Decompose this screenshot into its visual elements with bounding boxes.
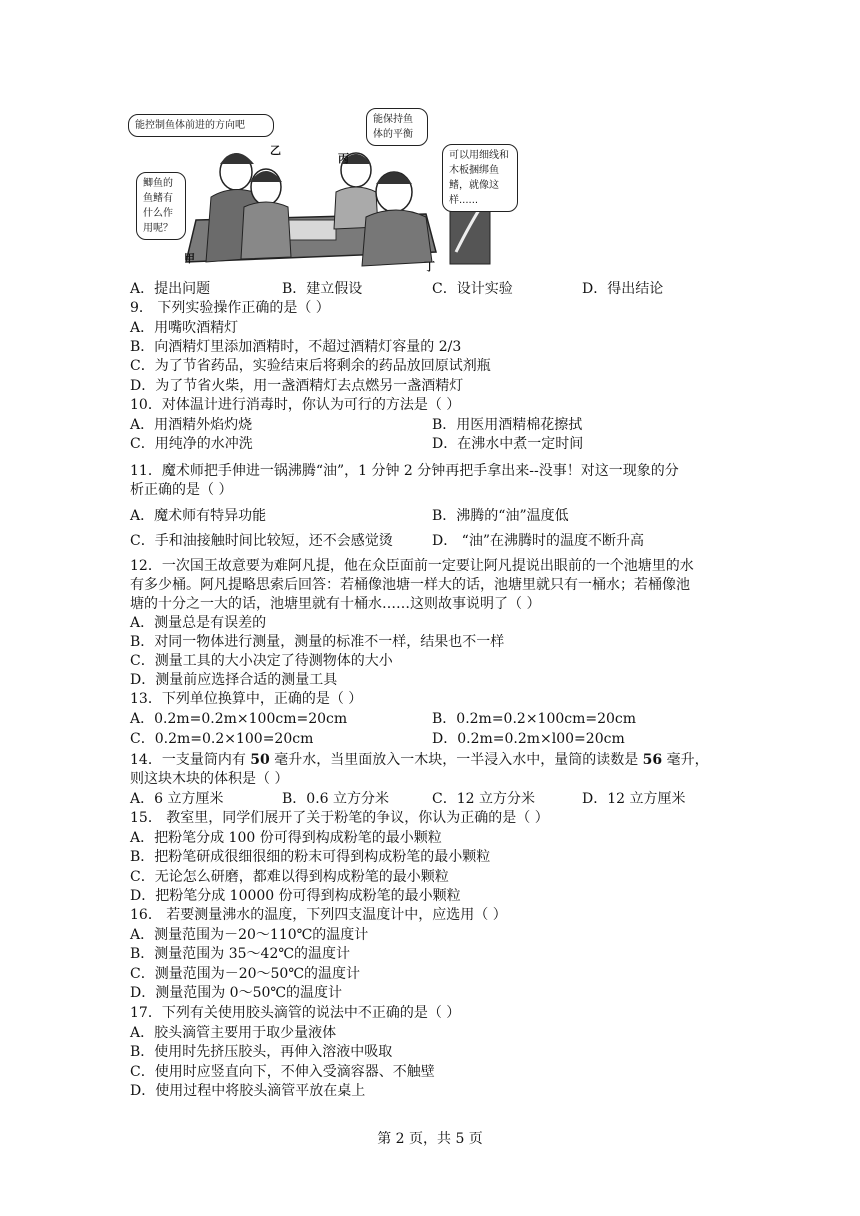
- q12-stem-line2: 有多少桶。阿凡提略思索后回答：若桶像池塘一样大的话，池塘里就只有一桶水；若桶像池: [130, 577, 690, 593]
- q8-option-c: C．设计实验: [432, 281, 513, 297]
- q12-option-a: A．测量总是有误差的: [130, 615, 267, 631]
- q16-option-d: D．测量范围为 0～50℃的温度计: [130, 985, 343, 1001]
- q15-option-b: B．把粉笔研成很细很细的粉末可得到构成粉笔的最小颗粒: [130, 849, 491, 865]
- q14-stem-line1: [130, 751, 709, 769]
- q12-stem-line1: 12．一次国王故意要为难阿凡提，他在众臣面前一定要让阿凡提说出眼前的一个池塘里的水: [130, 558, 694, 574]
- q10-option-a: A．用酒精外焰灼烧: [130, 417, 253, 433]
- q13-option-a: A．0.2m=0.2m×100cm=20cm: [130, 711, 348, 727]
- q10-option-d: D．在沸水中煮一定时间: [432, 436, 584, 452]
- q11-stem-line1: 11．魔术师把手伸进一锅沸腾“油”，1 分钟 2 分钟再把手拿出来--没事！对这一现象的分: [130, 463, 679, 479]
- q11-option-b: B．沸腾的“油”温度低: [432, 508, 569, 524]
- q11-option-c: C．手和油接触时间比较短，还不会感觉烫: [130, 533, 393, 549]
- q8-option-b: B．建立假设: [282, 281, 363, 297]
- q16-option-b: B．测量范围为 35～42℃的温度计: [130, 946, 351, 962]
- q11-option-d: D． “油”在沸腾时的温度不断升高: [432, 533, 644, 549]
- q17-stem: 17．下列有关使用胶头滴管的说法中不正确的是（ ）: [130, 1005, 461, 1021]
- q13-stem: 13．下列单位换算中，正确的是（ ）: [130, 691, 363, 707]
- q10-option-c: C．用纯净的水冲洗: [130, 436, 253, 452]
- q16-stem: 16． 若要测量沸水的温度，下列四支温度计中，应选用（ ）: [130, 907, 507, 923]
- q12-option-c: C．测量工具的大小决定了待测物体的大小: [130, 653, 393, 669]
- q15-option-c: C．无论怎么研磨，都难以得到构成粉笔的最小颗粒: [130, 869, 449, 885]
- q8-option-a: A．提出问题: [130, 281, 211, 297]
- q14-value-56: 56: [642, 752, 663, 768]
- q14-option-b: B．0.6 立方分米: [282, 791, 390, 807]
- q14-stem-text-a: 14．一支量筒内有: [130, 752, 251, 768]
- label-jia: 甲: [184, 252, 195, 265]
- bubble-bing-text: 能保持鱼体的平衡: [373, 114, 413, 140]
- q15-option-a: A．把粉笔分成 100 份可得到构成粉笔的最小颗粒: [130, 830, 442, 846]
- fish-fin-illustration: [126, 102, 526, 274]
- q11-stem-line2: 析正确的是（ ）: [130, 482, 233, 498]
- speech-bubble-ding: [442, 144, 518, 212]
- q16-option-a: A．测量范围为－20～110℃的温度计: [130, 927, 369, 943]
- q14-value-50: 50: [250, 752, 270, 768]
- q14-option-d: D．12 立方厘米: [582, 791, 686, 807]
- q9-option-d: D．为了节省火柴，用一盏酒精灯去点燃另一盏酒精灯: [130, 378, 464, 394]
- q14-stem-text-e: 毫升，: [662, 752, 709, 768]
- page-number-footer: 第 2 页，共 5 页: [377, 1131, 483, 1147]
- q12-stem-line3: 塘的十分之一大的话，池塘里就有十桶水……这则故事说明了（ ）: [130, 596, 541, 612]
- bubble-jia-text: 鲫鱼的鱼鳍有什么作用呢？: [143, 178, 173, 234]
- q14-option-a: A．6 立方厘米: [130, 791, 224, 807]
- q14-stem-line2: 则这块木块的体积是（ ）: [130, 771, 289, 787]
- q10-stem: 10．对体温计进行消毒时，你认为可行的方法是（ ）: [130, 397, 461, 413]
- q8-option-d: D．得出结论: [582, 281, 664, 297]
- q12-option-d: D．测量前应选择合适的测量工具: [130, 672, 338, 688]
- q17-option-a: A．胶头滴管主要用于取少量液体: [130, 1025, 337, 1041]
- q17-option-d: D．使用过程中将胶头滴管平放在桌上: [130, 1083, 366, 1099]
- q9-stem: 9． 下列实验操作正确的是（ ）: [130, 300, 330, 316]
- speech-bubble-jia: [136, 172, 186, 240]
- q12-option-b: B．对同一物体进行测量，测量的标准不一样，结果也不一样: [130, 634, 505, 650]
- q13-option-c: C．0.2m=0.2×100=20cm: [130, 731, 314, 747]
- q13-option-d: D．0.2m=0.2m×l00=20cm: [432, 731, 625, 747]
- bubble-yi-text: 能控制鱼体前进的方向吧: [135, 120, 245, 131]
- speech-bubble-bing: [366, 108, 428, 146]
- q9-option-a: A．用嘴吹酒精灯: [130, 320, 239, 336]
- q15-option-d: D．把粉笔分成 10000 份可得到构成粉笔的最小颗粒: [130, 888, 461, 904]
- q17-option-c: C．使用时应竖直向下，不伸入受滴容器、不触壁: [130, 1064, 435, 1080]
- q16-option-c: C．测量范围为－20～50℃的温度计: [130, 966, 361, 982]
- q14-option-c: C．12 立方分米: [432, 791, 535, 807]
- q14-stem-text-c: 毫升水，当里面放入一木块，一半浸入水中，量筒的读数是: [269, 752, 643, 768]
- q10-option-b: B．用医用酒精棉花擦拭: [432, 417, 583, 433]
- label-bing: 丙: [338, 152, 349, 165]
- q13-option-b: B．0.2m=0.2×100cm=20cm: [432, 711, 637, 727]
- q9-option-b: B．向酒精灯里添加酒精时，不超过酒精灯容量的 2/3: [130, 339, 462, 355]
- bubble-ding-text: 可以用细线和木板捆绑鱼鳍，就像这样......: [449, 150, 509, 206]
- speech-bubble-yi: [128, 114, 274, 137]
- q11-option-a: A．魔术师有特异功能: [130, 508, 267, 524]
- q15-stem: 15． 教室里，同学们展开了关于粉笔的争议，你认为正确的是（ ）: [130, 810, 549, 826]
- label-ding: 丁: [424, 260, 435, 273]
- q9-option-c: C．为了节省药品，实验结束后将剩余的药品放回原试剂瓶: [130, 358, 491, 374]
- q17-option-b: B．使用时先挤压胶头，再伸入溶液中吸取: [130, 1044, 393, 1060]
- label-yi: 乙: [270, 144, 281, 157]
